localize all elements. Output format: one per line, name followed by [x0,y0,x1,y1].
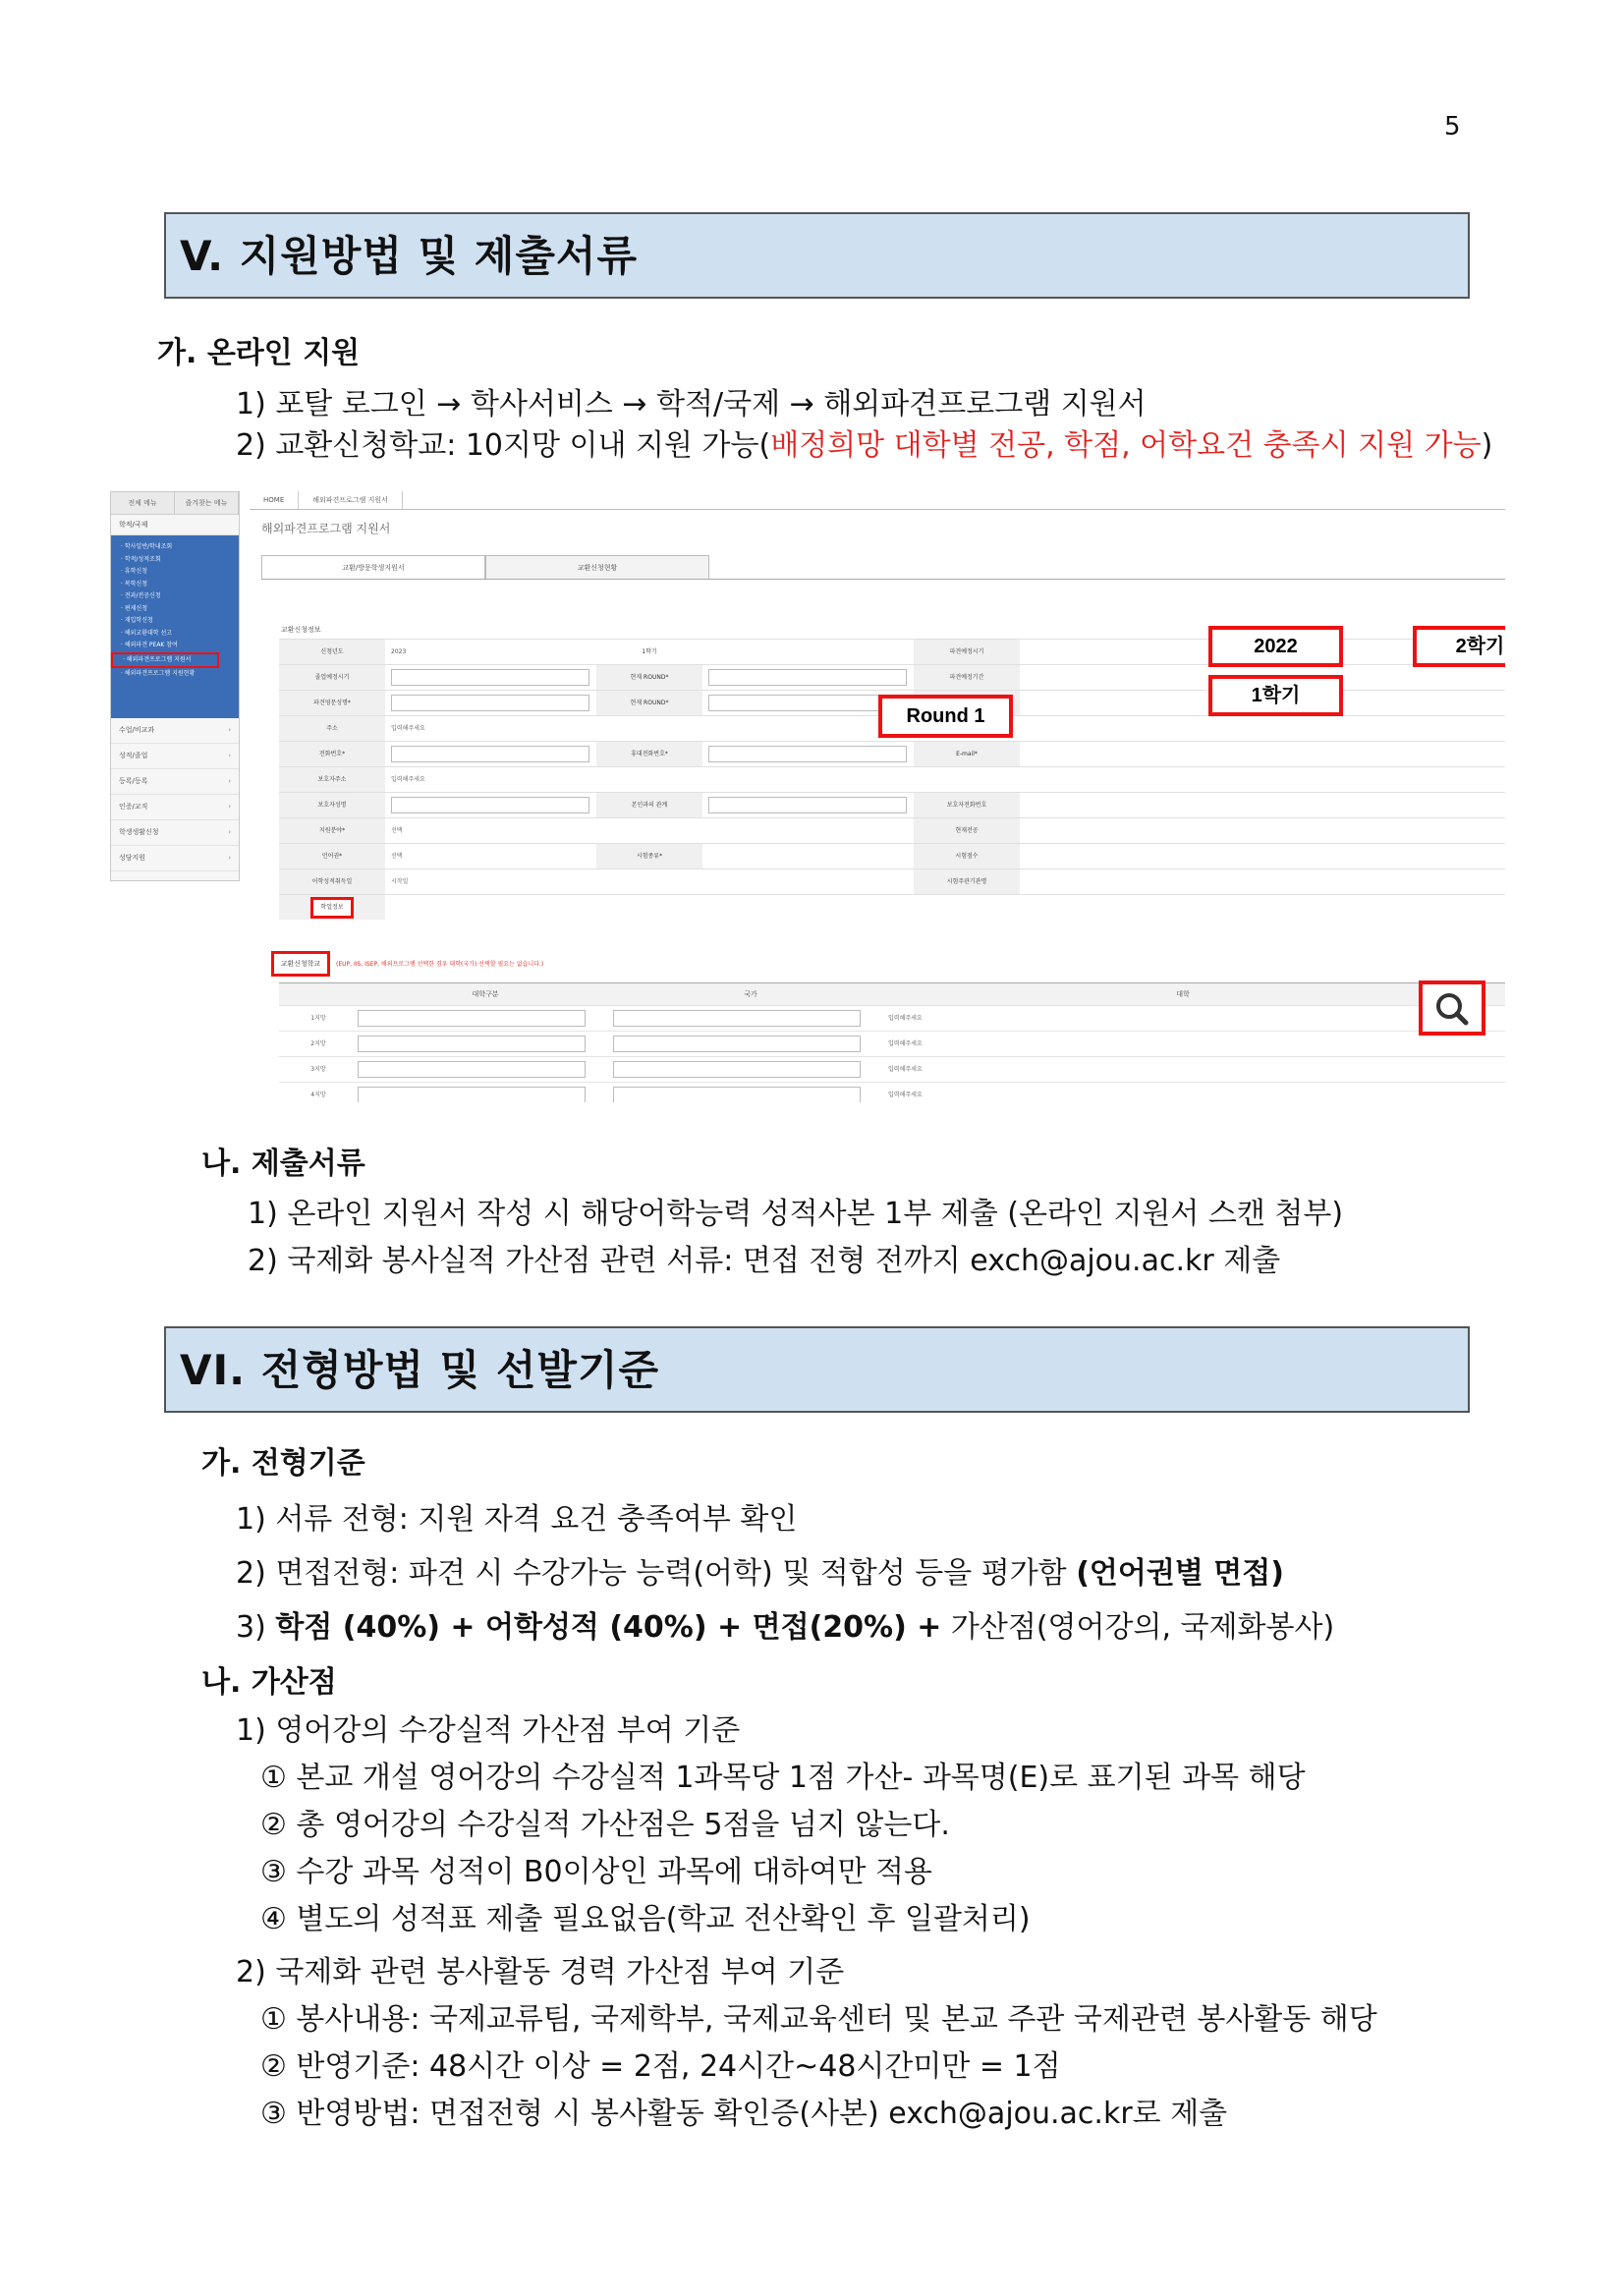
topbar-home-tab[interactable]: HOME [250,491,299,509]
input-university[interactable]: 입력해주세요 [888,1015,923,1022]
online-step-2-close: ) [1481,428,1493,463]
select-country[interactable] [613,1087,861,1102]
input-university[interactable]: 입력해주세요 [888,1040,923,1047]
page-number: 5 [1444,112,1461,141]
criteria-item-3 [236,1608,1334,1648]
tab-application[interactable]: 교환/방문학생지원서 [261,555,485,579]
select-country[interactable] [613,1010,861,1027]
sidebar-tab-favorite[interactable]: 즐겨찾는 메뉴 [175,492,239,514]
bonus-1-2: ② 총 영어강의 수강실적 가산점은 5점을 넘지 않는다. [260,1808,950,1842]
field-label: 1학기 [596,640,702,664]
input-english-name[interactable] [391,695,589,711]
school-label: 교환신청학교 [271,951,330,977]
input-mobile[interactable] [708,746,907,762]
input-phone[interactable] [391,746,589,762]
field-label: 전화번호* [279,742,385,766]
documents-item-1: 1) 온라인 지원서 작성 시 해당어학능력 성적사본 1부 제출 (온라인 지원서 스캔 첨부) [248,1197,1344,1231]
field-label [279,895,385,920]
choice-label: 3지망 [310,1066,326,1073]
topbar-form-tab[interactable]: 해외파견프로그램 지원서 [299,491,403,509]
form-row [279,741,1505,766]
sidebar-item[interactable]: · 해외교환대학 선고 [121,629,173,637]
sidebar-sub[interactable]: 성담지원 › [111,846,239,871]
portal-main [250,491,1505,1102]
online-step-1: 1) 포탈 로그인 → 학사서비스 → 학적/국제 → 해외파견프로그램 지원서 [236,387,1147,421]
callout-2nd-semester: 2학기 [1413,626,1505,667]
bonus-2-2: ② 반영기준: 48시간 이상 = 2점, 24시간~48시간미만 = 1점 [260,2049,1061,2084]
field-label: 보호자전화번호 [914,793,1020,817]
sidebar-item[interactable]: · 휴학신청 [121,568,147,575]
subheading-documents: 나. 제출서류 [201,1147,365,1181]
sidebar-sub[interactable]: 등록/등록 › [111,769,239,795]
tab-status[interactable]: 교환신청현황 [485,555,709,579]
field-label: 주소 [279,716,385,741]
bonus-1: 1) 영어강의 수강실적 가산점 부여 기준 [236,1713,741,1748]
field-label: 어학성적취득일 [279,869,385,894]
academic-info-button[interactable]: 학업정보 [310,897,354,919]
sidebar-item[interactable]: · 복학신청 [121,580,147,588]
bonus-2: 2) 국제화 관련 봉사활동 경력 가산점 부여 기준 [236,1955,845,1989]
sidebar-menu [111,535,239,718]
subheading-bonus: 나. 가산점 [201,1665,337,1700]
callout-1st-semester: 1학기 [1208,675,1343,716]
criteria-item-2 [236,1554,1284,1594]
field-label: 졸업예정시기 [279,665,385,690]
sidebar-item[interactable]: · 학사일반/학내조회 [121,543,173,550]
online-step-2-text: 2) 교환신청학교: 10지망 이내 지원 가능( [236,428,771,463]
field-label: 파견영문성명* [279,691,385,715]
sidebar-item[interactable]: · 해외파견 PEAK 참여 [121,642,178,648]
search-icon [1423,984,1482,1032]
select-graduation[interactable] [391,669,589,686]
field-label: 현재전공 [914,818,1020,843]
form-row [279,817,1505,843]
col-university: 대학 [1176,990,1190,998]
select-category[interactable] [358,1010,586,1027]
criteria-item-1: 1) 서류 전형: 지원 자격 요건 충족여부 확인 [236,1502,798,1537]
sidebar-item[interactable]: · 편제신청 [121,604,147,612]
choice-label: 4지망 [310,1092,326,1098]
sidebar-item[interactable]: · 해외파견프로그램 지원현황 [121,670,196,677]
field-value: 2023 [391,648,407,655]
field-label: 파견예정기간 [914,665,1020,690]
select-language[interactable]: 선택 [391,853,403,860]
select-round-2[interactable] [708,695,907,711]
criteria-item-3-text: 가산점(영어강의, 국제화봉사) [941,1610,1335,1645]
field-label: 지원분야* [279,818,385,843]
field-label: 현재 ROUND* [596,691,702,715]
form-title: 해외파견프로그램 지원서 [261,522,391,535]
input-university[interactable]: 입력해주세요 [888,1066,923,1073]
field-label: 신청년도 [279,640,385,664]
select-country[interactable] [613,1036,861,1052]
form-row [279,894,1505,920]
subheading-criteria: 가. 전형기준 [201,1446,365,1481]
input-guardian-address[interactable]: 입력해주세요 [391,776,425,783]
input-university[interactable]: 입력해주세요 [888,1092,923,1098]
input-test-date[interactable]: 시작일 [391,878,409,885]
bonus-2-3: ③ 반영방법: 면접전형 시 봉사활동 확인증(사본) exch@ajou.ac.kr로 제출 [260,2097,1228,2131]
school-note: (EUP, IIS, ISEP, 해외프로그램 선택한 경우 대학(국가) 선택할 필요는 없습니다.) [336,961,544,968]
input-address[interactable]: 입력해주세요 [391,725,425,732]
bonus-2-1: ① 봉사내용: 국제교류팀, 국제학부, 국제교육센터 및 본교 주관 국제관련 봉사활동 해당 [260,2002,1377,2037]
input-guardian-name[interactable] [391,797,589,813]
select-category[interactable] [358,1087,586,1102]
field-label: 파견예정시기 [914,640,1020,664]
field-label: 시험주관기관명 [914,869,1020,894]
field-label: 보호자주소 [279,767,385,792]
sidebar-sub[interactable]: 학생생활신청 › [111,820,239,846]
section-title-vi: VI. 전형방법 및 선발기준 [164,1326,1470,1413]
form-row [279,766,1505,792]
sidebar-sub[interactable]: 성적/졸업 › [111,744,239,769]
select-round[interactable] [708,669,907,686]
bonus-1-4: ④ 별도의 성적표 제출 필요없음(학교 전산확인 후 일괄처리) [260,1902,1031,1936]
col-country: 국가 [744,990,757,998]
sidebar-head[interactable]: 학적/국제 [111,515,239,535]
field-label: 보호자성명 [279,793,385,817]
select-category[interactable] [358,1061,586,1078]
criteria-item-3-bold: 학점 (40%) + 어학성적 (40%) + 면접(20%) + [275,1610,942,1645]
field-label: 휴대전화번호* [596,742,702,766]
select-country[interactable] [613,1061,861,1078]
criteria-item-3-num: 3) [236,1610,276,1645]
documents-item-2: 2) 국제화 봉사실적 가산점 관련 서류: 면접 전형 전까지 exch@ajou.ac.kr 제출 [248,1244,1281,1278]
form-section-label: 교환신청정보 [281,626,321,634]
field-label: 언어권* [279,844,385,868]
select-field[interactable]: 선택 [391,827,403,834]
online-step-2 [236,426,1492,466]
sidebar-tab-all[interactable]: 전체 메뉴 [111,492,175,514]
online-step-2-red: 배정희망 대학별 전공, 학점, 어학요건 충족시 지원 가능 [770,428,1482,463]
portal-screenshot [110,491,1505,1102]
field-label: E-mail* [914,742,1020,766]
bonus-1-3: ③ 수강 과목 성적이 B0이상인 과목에 대하여만 적용 [260,1855,932,1889]
sidebar-sub[interactable]: 인증/교직 › [111,795,239,820]
sidebar-item[interactable]: · 재입학신청 [121,617,153,624]
sidebar-item[interactable]: · 학적/성적조회 [121,555,161,563]
criteria-item-2-text: 2) 면접전형: 파견 시 수강가능 능력(어학) 및 적합성 등을 평가함 [236,1556,1077,1591]
choice-label: 2지망 [310,1040,326,1047]
sidebar-sub[interactable]: 수업/비교과 › [111,718,239,744]
form-row [279,792,1505,817]
choice-label: 1지망 [310,1015,326,1022]
search-button[interactable] [1419,980,1485,1036]
callout-round: Round 1 [878,695,1013,738]
portal-sidebar [110,491,240,881]
sidebar-item[interactable]: · 전과/전공신청 [121,592,161,599]
school-grid [279,982,1505,1102]
subheading-online: 가. 온라인 지원 [157,336,361,370]
select-category[interactable] [358,1036,586,1052]
field-label: 시험점수 [914,844,1020,868]
bonus-1-1: ① 본교 개설 영어강의 수강실적 1과목당 1점 가산- 과목명(E)로 표기된 과목 해당 [260,1761,1306,1795]
form-row [279,868,1505,894]
section-title-v: V. 지원방법 및 제출서류 [164,212,1470,299]
select-relation[interactable] [708,797,907,813]
criteria-item-2-bold: (언어권별 면접) [1076,1556,1284,1591]
field-label: 본인과의 관계 [596,793,702,817]
form-row [279,843,1505,868]
callout-2022: 2022 [1208,626,1343,667]
sidebar-item-exchange-application[interactable]: · 해외파견프로그램 지원서 [111,652,219,669]
field-label: 시험종류* [596,844,702,868]
col-category: 대학구분 [472,990,499,998]
field-label: 현재 ROUND* [596,665,702,690]
